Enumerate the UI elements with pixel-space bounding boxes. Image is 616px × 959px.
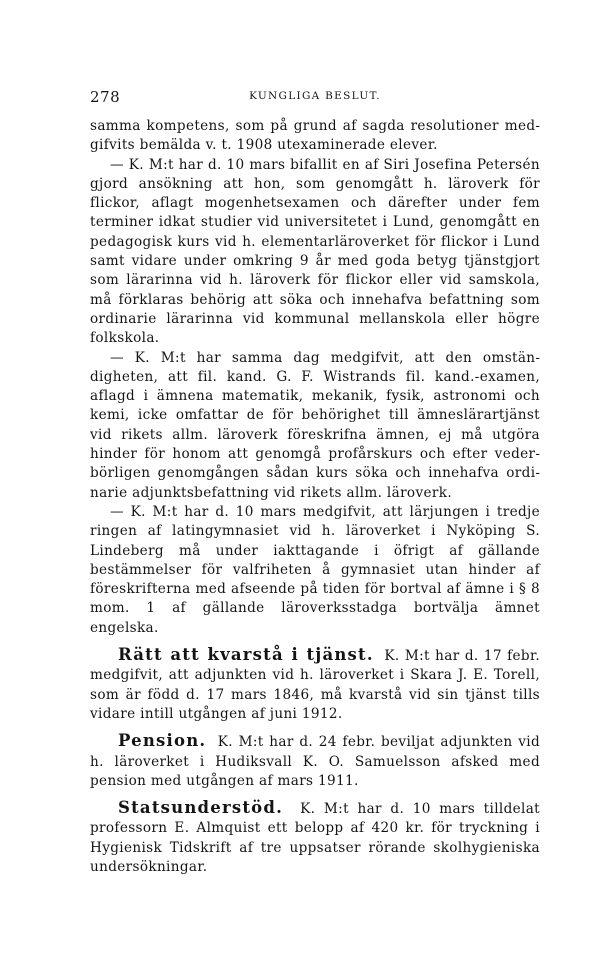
section-statsunderstod bbox=[90, 798, 540, 877]
paragraph-petersen: — K. M:t har d. 10 mars bifallit en af Siri Josefina Petersén gjord ansökning att hon, som genomgått h. läroverk för flickor, aflagt mogenhetsexamen och därefter under fem terminer idkat studier vid universitetet i Lund, genomgått en pedagogisk kurs vid h. elementarläroverket för flickor i Lund samt vidare under omkring 9 år med goda betyg tjänstgjort som lärarinna vid h. läroverk för flickor eller vid samskola, må förklaras behörig att söka och innehafva befattning som ordinarie lärarinna vid kommunal mellanskola eller högre folkskola. bbox=[90, 156, 540, 347]
section-heading: Pension. bbox=[118, 731, 207, 751]
section-ratt-att-kvarsta bbox=[90, 645, 540, 724]
paragraph-wistrand: — K. M:t har samma dag medgifvit, att den omständigheten, att fil. kand. G. F. Wistrands fil. kand.-examen, aflagd i ämnena matematik, mekanik, fysik, astronomi och kemi, icke omfattar de för behörighet till ämneslärartjänst vid rikets allm. läroverk föreskrifna ämnen, ej må utgöra hinder för honom att genomgå profårskurs och efter vederbörligen genomgången sådan kurs söka och innehafva ordinarie adjunktsbefattning vid rikets allm. läroverk. bbox=[90, 349, 540, 501]
section-heading: Statsunderstöd. bbox=[118, 798, 284, 818]
section-heading: Rätt att kvarstå i tjänst. bbox=[118, 645, 374, 665]
paragraph-lindeberg: — K. M:t har d. 10 mars medgifvit, att lärjungen i tredje ringen af latingymnasiet vid h. läroverket i Nyköping S. Lindeberg må under iakttagande i öfrigt af gällande bestämmelser för valfriheten å gymnasiet utan hinder af föreskrifterna med afseende på tiden för bortval af ämne i § 8 mom. 1 af gällande läroverksstadga bortvälja ämnet engelska. bbox=[90, 503, 540, 636]
running-title: KUNGLIGA BESLUT. bbox=[249, 90, 381, 102]
section-text: K. M:t har d. 10 mars tilldelat professorn E. Almquist ett belopp af 420 kr. för tryckning i Hygienisk Tidskrift af tre uppsatser rörande skolhygieniska undersökningar. bbox=[90, 801, 540, 875]
section-text: K. M:t har d. 24 febr. beviljat adjunkten vid h. läroverket i Hudiksvall K. O. Samuelsson afsked med pension med utgången af mars 1911. bbox=[90, 734, 540, 789]
page-number: 278 bbox=[90, 88, 121, 106]
paragraph-continuation: samma kompetens, som på grund af sagda resolutioner medgifvits bemälda v. t. 1908 utexaminerade elever. bbox=[90, 118, 540, 154]
section-pension bbox=[90, 731, 540, 791]
section-text: K. M:t har d. 17 febr. medgifvit, att adjunkten vid h. läroverket i Skara J. E. Torell, som är född d. 17 mars 1846, må kvarstå vid sin tjänst tills vidare intill utgången af juni 1912. bbox=[90, 648, 540, 722]
body-text bbox=[90, 117, 540, 877]
page-header bbox=[90, 88, 540, 108]
